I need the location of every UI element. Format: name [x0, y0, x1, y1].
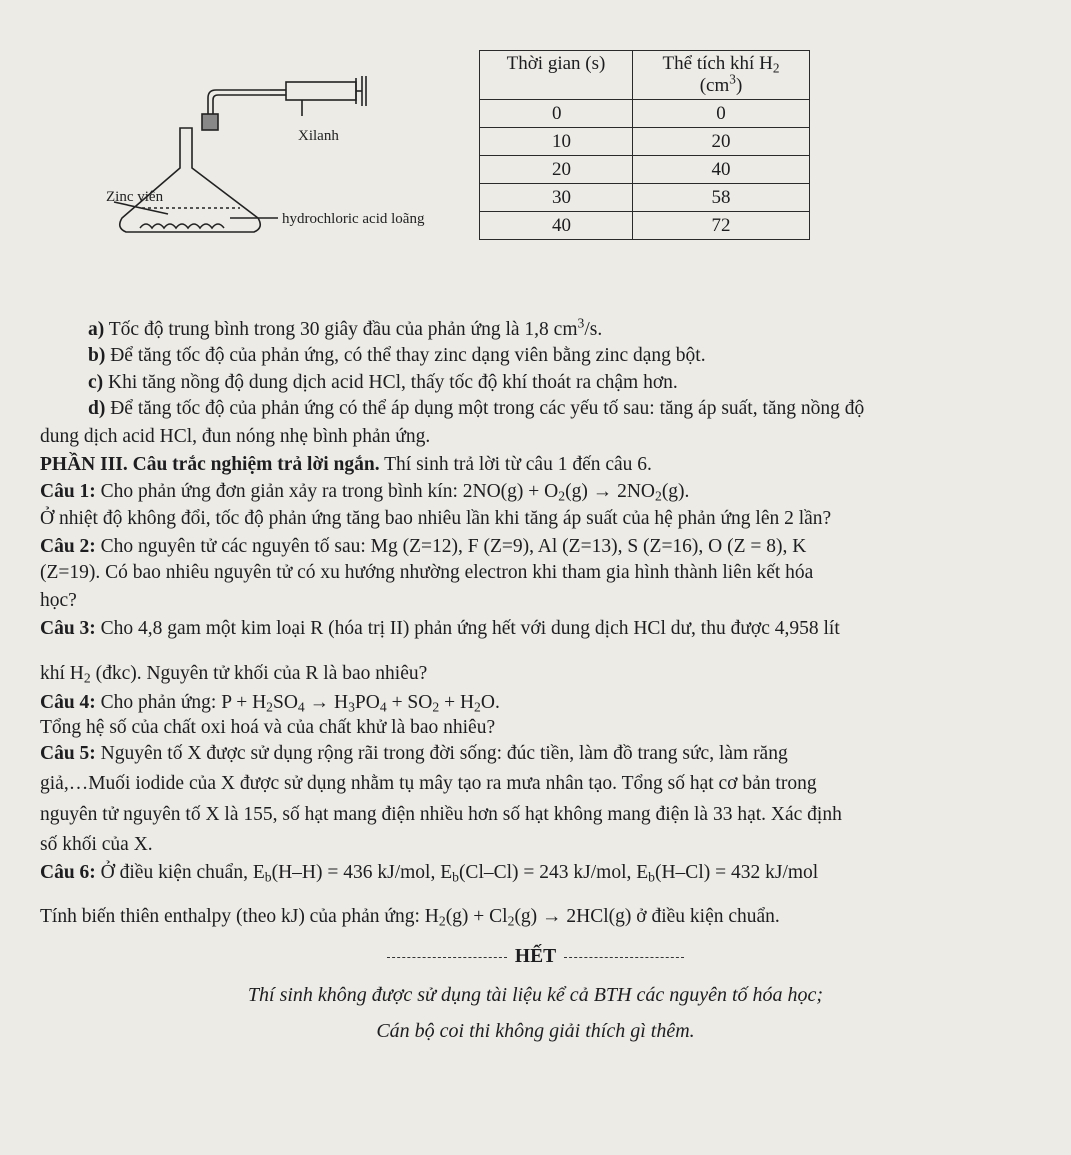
apparatus-diagram: [100, 68, 430, 248]
table-row: [480, 184, 810, 212]
volume-cell: 72: [633, 212, 810, 240]
question-6-line2: Tính biến thiên enthalpy (theo kJ) của phản ứng: $H_2(g) + Cl_2(g) \to 2HCl(g)$ ở điều kiện chuẩn.: [40, 906, 780, 929]
table-row: [480, 100, 810, 128]
volume-cell: 0: [633, 100, 810, 128]
question-4-line2: Tổng hệ số của chất oxi hoá và của chất khử là bao nhiêu?: [40, 717, 496, 738]
end-mark: HẾT: [0, 946, 1071, 968]
zinc-label: Zinc viên: [106, 189, 164, 205]
question-2-line2: (Z=19). Có bao nhiêu nguyên tử có xu hướng nhường electron khi tham gia hình thành liên kết hóa: [40, 562, 814, 583]
time-cell: 30: [480, 184, 633, 212]
volume-cell: 40: [633, 156, 810, 184]
question-5-line4: số khối của X.: [40, 834, 153, 855]
statement-d-continued: dung dịch acid HCl, đun nóng nhẹ bình phản ứng.: [40, 426, 431, 447]
time-cell: 0: [480, 100, 633, 128]
time-cell: 40: [480, 212, 633, 240]
question-4: Câu 4: Cho phản ứng: $P + H_2SO_4 \to H_3PO_4 + SO_2 + H_2O$.: [40, 692, 500, 715]
time-cell: 20: [480, 156, 633, 184]
data-table: [479, 50, 810, 240]
delivery-tube: [208, 90, 270, 114]
question-5-line2: giả,…Muối iodide của X được sử dụng nhằm tụ mây tạo ra mưa nhân tạo. Tổng số hạt cơ bản trong: [40, 773, 817, 794]
table-header-row: [480, 51, 810, 100]
question-5: Câu 5: Nguyên tố X được sử dụng rộng rãi trong đời sống: đúc tiền, làm đồ trang sức, làm răng: [40, 743, 788, 764]
question-3: Câu 3: Cho 4,8 gam một kim loại R (hóa trị II) phản ứng hết với dung dịch HCl dư, thu được 4,958 lít: [40, 618, 840, 639]
statement-d: d) Để tăng tốc độ của phản ứng có thể áp dụng một trong các yếu tố sau: tăng áp suất, tăng nồng độ: [88, 398, 865, 419]
syringe-label: Xilanh: [298, 128, 339, 144]
question-1: Câu 1: Cho phản ứng đơn giản xảy ra trong bình kín: $2NO(g) + O_2(g) \to 2NO_2(g)$.: [40, 481, 690, 504]
table-row: [480, 156, 810, 184]
question-6: Câu 6: Ở điều kiện chuẩn, $E_b(H-H) = 436$ kJ/mol, $E_b(Cl-Cl) = 243$ kJ/mol, $E_b(H-Cl) = 432$ kJ/mol: [40, 862, 819, 885]
statement-b: b) Để tăng tốc độ của phản ứng, có thể thay zinc dạng viên bằng zinc dạng bột.: [88, 345, 706, 366]
flask-stopper: [202, 114, 218, 130]
divider: [564, 957, 684, 958]
header-time: Thời gian (s): [480, 51, 633, 100]
zinc-granules: [140, 224, 224, 228]
question-1-line2: Ở nhiệt độ không đổi, tốc độ phản ứng tăng bao nhiêu lần khi tăng áp suất của hệ phản ứng lên 2 lần?: [40, 508, 832, 529]
flask-outline: [120, 128, 261, 232]
question-2: Câu 2: Cho nguyên tử các nguyên tố sau: Mg (Z=12), F (Z=9), Al (Z=13), S (Z=16), O (Z = 8), K: [40, 536, 807, 557]
question-2-line3: học?: [40, 590, 77, 611]
footer-note-1: Thí sinh không được sử dụng tài liệu kể cả BTH các nguyên tố hóa học;: [247, 984, 824, 1006]
footer-note-2: Cán bộ coi thi không giải thích gì thêm.: [376, 1020, 695, 1042]
question-5-line3: nguyên tử nguyên tố X là 155, số hạt mang điện nhiều hơn số hạt không mang điện là 33 hạt. Xác định: [40, 804, 842, 825]
volume-cell: 20: [633, 128, 810, 156]
acid-label: hydrochloric acid loãng: [282, 211, 425, 227]
statement-a: a) Tốc độ trung bình trong 30 giây đầu của phản ứng là 1,8 $cm^3/s$.: [88, 315, 603, 340]
header-volume: Thể tích khí $H_2$ $(cm^3)$: [633, 51, 810, 100]
time-cell: 10: [480, 128, 633, 156]
part3-heading: PHẦN III. Câu trắc nghiệm trả lời ngắn. Thí sinh trả lời từ câu 1 đến câu 6.: [40, 454, 652, 475]
statement-c: c) Khi tăng nồng độ dung dịch acid HCl, thấy tốc độ khí thoát ra chậm hơn.: [88, 372, 678, 393]
table-row: [480, 212, 810, 240]
question-3-line2: khí $H_2$ (đkc). Nguyên tử khối của R là bao nhiêu?: [40, 663, 428, 686]
table-row: [480, 128, 810, 156]
syringe-barrel: [286, 82, 356, 100]
volume-cell: 58: [633, 184, 810, 212]
divider: [387, 957, 507, 958]
